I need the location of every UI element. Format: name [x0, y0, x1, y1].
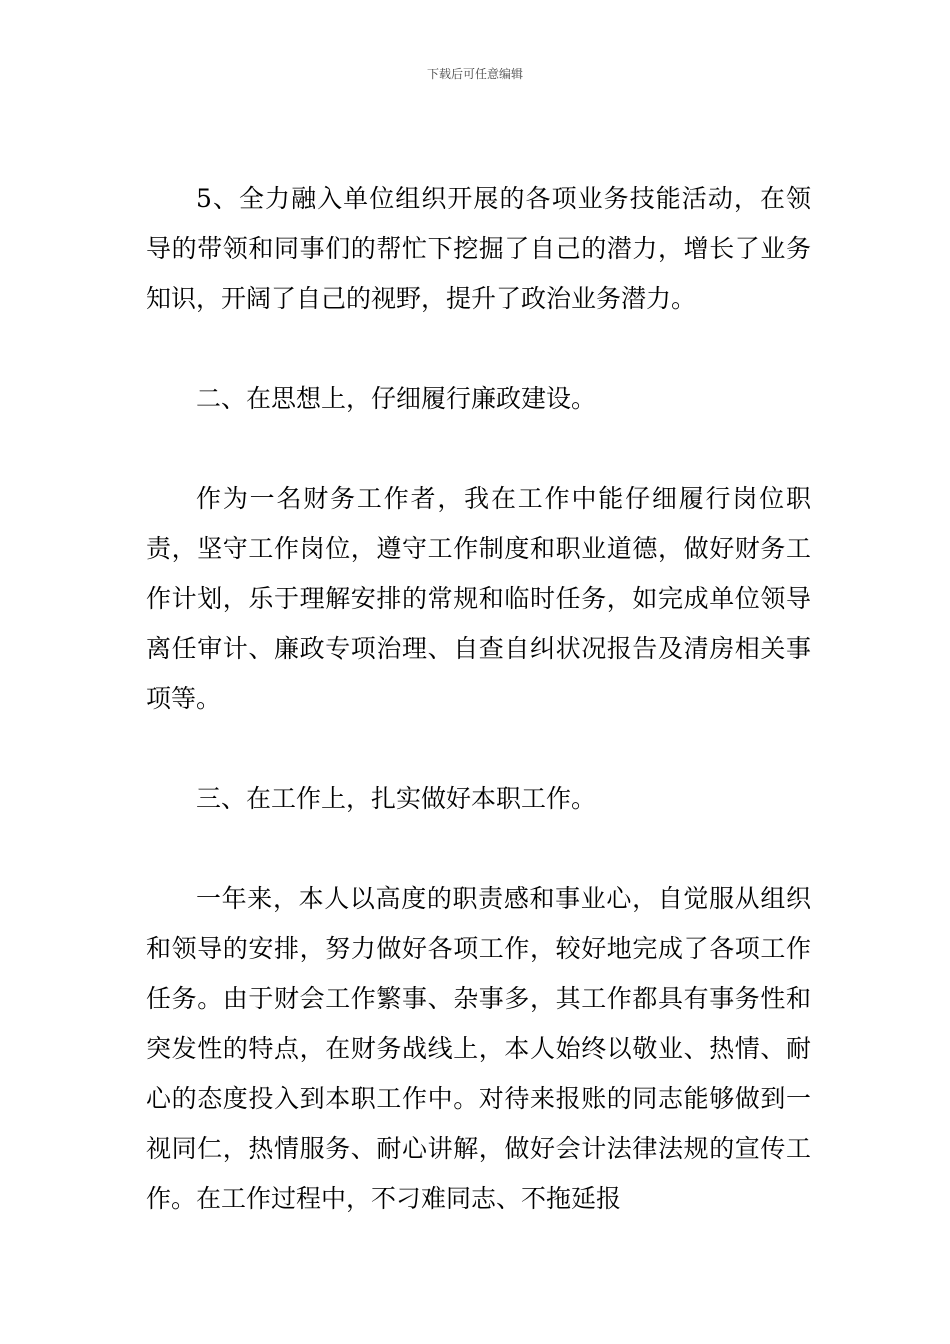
- section-heading-work: 三、在工作上，扎实做好本职工作。: [196, 784, 597, 813]
- page-header: 下载后可任意编辑: [426, 67, 523, 81]
- paragraph-finance-duties: 作为一名财务工作者，我在工作中能仔细履行岗位职责，坚守工作岗位，遵守工作制度和职业道德，做好财务工作计划，乐于理解安排的常规和临时任务，如完成单位领导离任审计、廉政专项治理、自查自纠状况报告及清房相关事项等。: [146, 484, 811, 713]
- paragraph-skills-activities: 5、全力融入单位组织开展的各项业务技能活动，在领导的带领和同事们的帮忙下挖掘了自己的潜力，增长了业务知识，开阔了自己的视野，提升了政治业务潜力。: [146, 184, 811, 313]
- paragraph-annual-work: 一年来，本人以高度的职责感和事业心，自觉服从组织和领导的安排，努力做好各项工作，较好地完成了各项工作任务。由于财会工作繁事、杂事多，其工作都具有事务性和突发性的特点，在财务战线上，本人始终以敬业、热情、耐心的态度投入到本职工作中。对待来报账的同志能够做到一视同仁，热情服务、耐心讲解，做好会计法律法规的宣传工作。在工作过程中，不刁难同志、不拖延报: [146, 884, 811, 1213]
- section-heading-ideology: 二、在思想上，仔细履行廉政建设。: [196, 384, 597, 413]
